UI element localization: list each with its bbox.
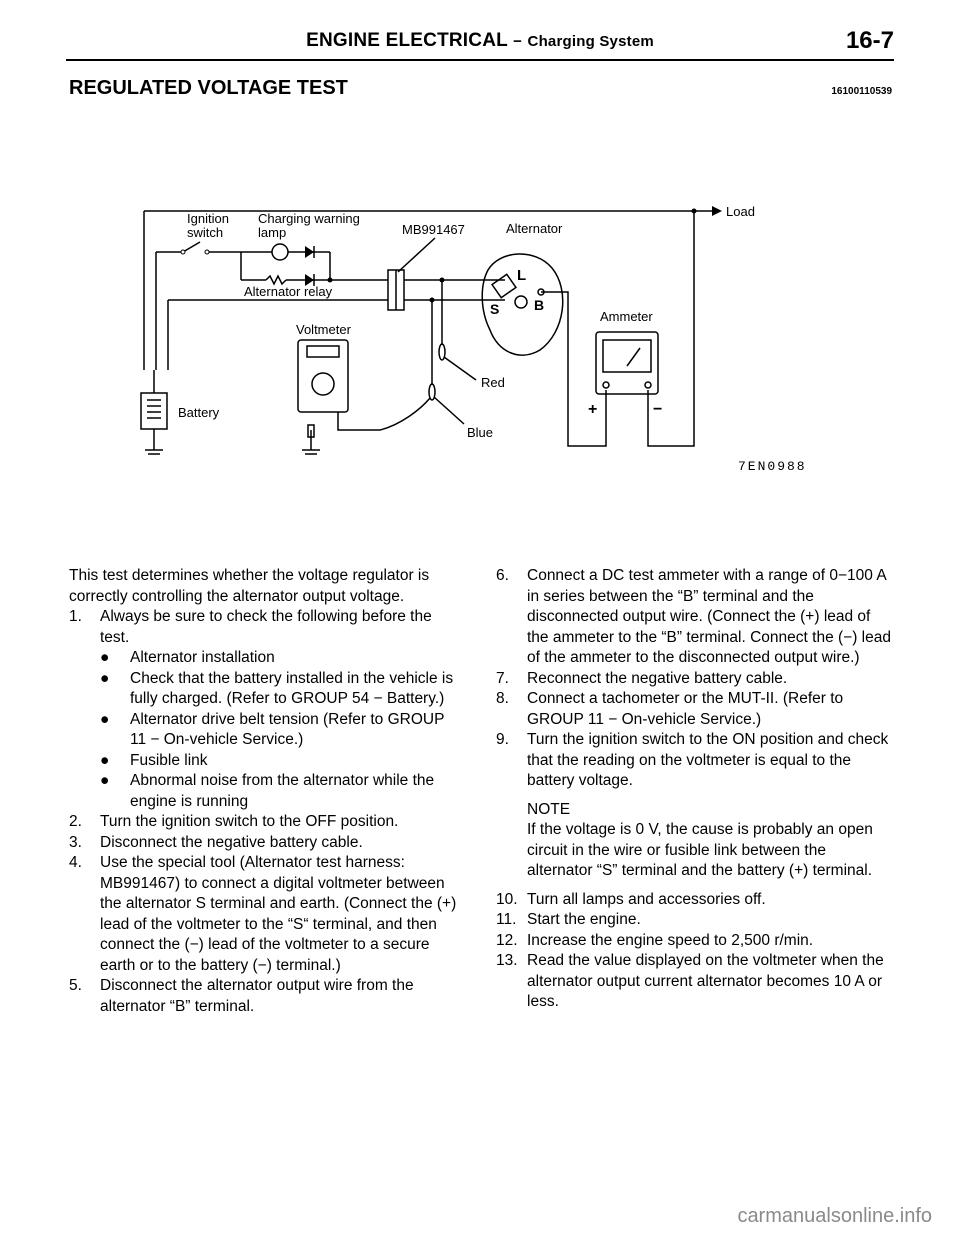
wiring-diagram [0,0,960,520]
step-number: 6. [496,567,509,584]
label-load: Load [726,204,755,219]
switch-contact-2 [205,250,209,254]
label-red: Red [481,375,505,390]
header-title: ENGINE ELECTRICAL [306,30,508,51]
label-lamp-2: lamp [258,225,287,240]
section-title: REGULATED VOLTAGE TEST [69,77,348,99]
label-plus: + [588,401,598,418]
bullet-item [69,751,464,772]
label-alternator-relay: Alternator relay [244,284,333,299]
left-column [69,566,464,1017]
bullet-icon: ● [100,772,110,789]
load-junction [692,209,697,214]
bullet-icon: ● [100,669,110,687]
label-terminal-l: L [517,267,527,284]
bullet-text: Alternator drive belt tension (Refer to GROUP 11 − On-vehicle Service.) [130,710,445,748]
ammeter-plus-post [603,382,609,388]
bullet-icon: ● [100,710,110,728]
bullet-text: Alternator installation [130,649,275,666]
step-text: Turn the ignition switch to the OFF position. [100,813,399,830]
bullet-text: Fusible link [130,751,208,769]
ammeter-minus-post [645,382,651,388]
relay-resistor [266,276,286,284]
step-text: Use the special tool (Alternator test harness: MB991467) to connect a digital voltmeter between the alternator S terminal and earth. (Connect the (+) lead of the voltmeter to the “S“ terminal, and then connect the (−) lead of the voltmeter to a secure earth or to the battery (−) terminal.) [100,854,457,974]
label-battery: Battery [178,405,220,420]
battery-body [141,393,167,429]
label-ammeter: Ammeter [600,309,653,324]
voltmeter-lead [338,398,430,430]
step-number: 11. [496,911,517,928]
step-5 [69,976,464,1017]
step-text: Turn the ignition switch to the ON position and check that the reading on the voltmeter is equal to the battery voltage. [527,731,889,789]
step-number: 9. [496,731,509,748]
ammeter-needle [627,348,640,366]
label-tool: MB991467 [402,222,465,237]
step-2 [69,812,464,833]
step-1 [69,607,464,648]
right-column [496,566,891,1013]
label-ignition-2: switch [187,225,224,240]
ammeter-body [596,332,658,394]
ignition-switch-blade [183,242,200,252]
step-number: 5. [69,977,82,994]
label-blue: Blue [467,425,494,440]
ammeter-face [603,340,651,372]
step-6 [496,566,891,669]
step-text: Increase the engine speed to 2,500 r/min. [527,931,814,949]
step-text: Read the value displayed on the voltmeter when the alternator output current alternator becomes 10 A or less. [527,952,884,1010]
step-text: Always be sure to check the following before the test. [100,608,432,646]
bullet-icon: ● [100,649,110,666]
step-12 [496,931,891,952]
red-junction [440,278,445,283]
alternator-shaft [515,296,527,308]
step-number: 8. [496,690,509,707]
switch-contact-1 [181,250,185,254]
label-ignition-1: Ignition [187,211,229,226]
step-13 [496,951,891,1013]
step-7 [496,669,891,690]
red-leader [444,357,476,380]
bullet-icon: ● [100,751,110,769]
label-terminal-s: S [490,301,500,317]
label-lamp-1: Charging warning [258,211,360,226]
bullet-item [69,669,464,710]
charging-warning-lamp-icon [272,244,288,260]
step-number: 7. [496,669,509,687]
blue-leader [434,397,464,424]
step-number: 13. [496,952,518,969]
step-text: Disconnect the alternator output wire from the alternator “B” terminal. [100,977,414,1015]
step-3 [69,833,464,854]
step-text: Start the engine. [527,911,641,928]
section-code: 16100110539 [831,86,892,97]
tool-leader [398,238,435,272]
intro-paragraph: This test determines whether the voltage regulator is correctly controlling the alternator output voltage. [69,567,430,605]
bullet-item [69,648,464,669]
blue-junction [430,298,435,303]
step-number: 10. [496,890,518,908]
voltmeter-dial [312,373,334,395]
page-number: 16-7 [845,27,894,54]
label-minus: − [653,401,663,418]
step-text: Reconnect the negative battery cable. [527,669,788,687]
step-text: Turn all lamps and accessories off. [527,890,766,908]
watermark: carmanualsonline.info [737,1205,932,1227]
note-body: If the voltage is 0 V, the cause is probably an open circuit in the wire or fusible link between the alternator “S” terminal and the battery (+) terminal. [527,821,873,879]
figure-code: 7EN0988 [738,459,807,474]
relay-junction [328,278,333,283]
step-number: 12. [496,931,518,949]
bullet-text: Check that the battery installed in the vehicle is fully charged. (Refer to GROUP 54 − Battery.) [130,669,454,707]
lamp-diode-icon [305,246,314,258]
load-arrow-icon [712,206,722,216]
bullet-item [69,710,464,751]
step-4 [69,853,464,976]
step-number: 2. [69,813,82,830]
label-voltmeter: Voltmeter [296,322,351,337]
step-number: 1. [69,608,82,625]
step-text: Disconnect the negative battery cable. [100,833,363,851]
step-text: Connect a tachometer or the MUT-II. (Refer to GROUP 11 − On-vehicle Service.) [527,690,844,728]
step-number: 3. [69,833,82,851]
step-text: Connect a DC test ammeter with a range of 0−100 A in series between the “B” terminal and the disconnected output wire. (Connect the (+) lead of the ammeter to the “B” terminal. Connect the (−) lead of the ammeter to the disconnected output wire.) [527,567,891,666]
bullet-text: Abnormal noise from the alternator while the engine is running [130,772,435,810]
label-alternator: Alternator [506,221,563,236]
header-subtitle: Charging System [527,33,654,50]
step-10 [496,890,891,911]
step-9 [496,730,891,792]
alternator-connector [492,274,516,297]
step-11 [496,910,891,931]
bullet-item [69,771,464,812]
header-separator: − [513,33,523,50]
note-heading: NOTE [527,800,571,818]
voltmeter-display [307,346,339,357]
step-8 [496,689,891,730]
label-terminal-b: B [534,297,545,313]
voltmeter-body [298,340,348,412]
step-number: 4. [69,854,82,871]
